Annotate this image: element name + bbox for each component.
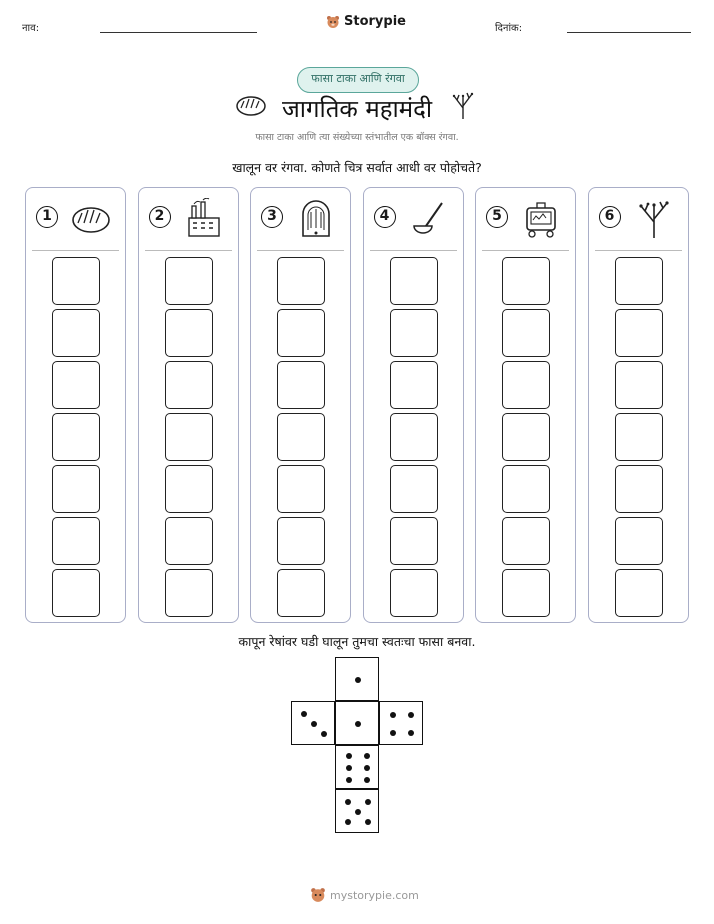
die-pip [345,799,351,805]
color-box[interactable] [277,465,325,513]
color-box[interactable] [52,569,100,617]
color-box[interactable] [390,257,438,305]
name-label: नाव: [22,23,40,34]
color-box[interactable] [165,465,213,513]
column-divider [595,250,682,251]
die-pip [364,753,370,759]
page-subtitle: फासा टाका आणि त्या संख्येच्या स्तंभातील एक बॉक्स रंगवा. [255,132,459,143]
color-box[interactable] [52,465,100,513]
dice-instruction: कापून रेषांवर घडी घालून तुमचा स्वतःचा फासा बनवा. [238,634,476,649]
die-pip [408,730,414,736]
color-box[interactable] [165,517,213,565]
color-box[interactable] [502,257,550,305]
column-divider [145,250,232,251]
color-box[interactable] [615,517,663,565]
die-pip [345,819,351,825]
color-box[interactable] [390,465,438,513]
column-5 [475,187,576,623]
column-number: 3 [261,206,283,228]
color-box[interactable] [615,309,663,357]
color-box[interactable] [502,465,550,513]
color-box[interactable] [277,569,325,617]
color-box[interactable] [502,517,550,565]
bread-icon [235,94,267,118]
column-number: 5 [486,206,508,228]
die-pip [355,677,361,683]
column-6 [588,187,689,623]
color-box[interactable] [52,309,100,357]
die-pip [355,809,361,815]
ticker-machine-icon [520,198,562,240]
column-2 [138,187,239,623]
die-pip [390,730,396,736]
die-face [379,701,423,745]
coloring-instruction: खालून वर रंगवा. कोणते चित्र सर्वात आधी वर पोहोचते? [232,160,482,175]
die-pip [311,721,317,727]
factory-icon [183,198,225,240]
color-box[interactable] [165,361,213,409]
column-number: 6 [599,206,621,228]
color-box[interactable] [277,413,325,461]
die-pip [346,777,352,783]
color-box[interactable] [52,413,100,461]
color-box[interactable] [615,465,663,513]
column-1 [25,187,126,623]
color-box[interactable] [390,569,438,617]
bear-logo-icon [326,15,340,29]
color-box[interactable] [502,361,550,409]
die-pip [364,765,370,771]
die-pip [365,819,371,825]
color-box[interactable] [165,309,213,357]
color-box[interactable] [502,309,550,357]
column-divider [32,250,119,251]
color-box[interactable] [502,569,550,617]
color-box[interactable] [390,413,438,461]
die-pip [301,711,307,717]
color-box[interactable] [390,309,438,357]
die-face [335,789,379,833]
ladle-icon [408,198,450,240]
column-divider [257,250,344,251]
column-4 [363,187,464,623]
color-box[interactable] [52,257,100,305]
bare-tree-icon [450,90,476,120]
color-box[interactable] [52,517,100,565]
die-pip [390,712,396,718]
color-box[interactable] [277,257,325,305]
die-face [291,701,335,745]
die-face [335,745,379,789]
bread-icon [70,198,112,240]
die-pip [346,753,352,759]
color-box[interactable] [502,413,550,461]
column-3 [250,187,351,623]
color-box[interactable] [277,361,325,409]
footer [310,887,419,903]
color-box[interactable] [277,309,325,357]
brand-logo [326,14,406,29]
brand-name: Storypie [344,14,406,29]
date-label: दिनांक: [495,23,523,34]
column-divider [370,250,457,251]
page-title: जागतिक महामंदी [281,95,433,123]
die-pip [408,712,414,718]
color-box[interactable] [52,361,100,409]
bear-logo-icon [310,887,326,903]
bare-tree-icon [633,198,675,240]
date-line[interactable] [567,32,691,33]
die-face [335,657,379,701]
die-pip [364,777,370,783]
footer-site[interactable]: mystorypie.com [330,888,419,902]
column-number: 2 [149,206,171,228]
column-number: 1 [36,206,58,228]
column-number: 4 [374,206,396,228]
name-line[interactable] [100,32,257,33]
column-divider [482,250,569,251]
color-box[interactable] [165,569,213,617]
color-box[interactable] [390,517,438,565]
color-box[interactable] [390,361,438,409]
radio-icon [295,198,337,240]
die-pip [355,721,361,727]
die-pip [346,765,352,771]
color-box[interactable] [615,361,663,409]
color-box[interactable] [615,413,663,461]
color-box[interactable] [165,257,213,305]
color-box[interactable] [277,517,325,565]
color-box[interactable] [615,569,663,617]
activity-pill: फासा टाका आणि रंगवा [297,67,419,93]
die-pip [321,731,327,737]
color-box[interactable] [165,413,213,461]
color-box[interactable] [615,257,663,305]
die-face [335,701,379,745]
die-pip [365,799,371,805]
